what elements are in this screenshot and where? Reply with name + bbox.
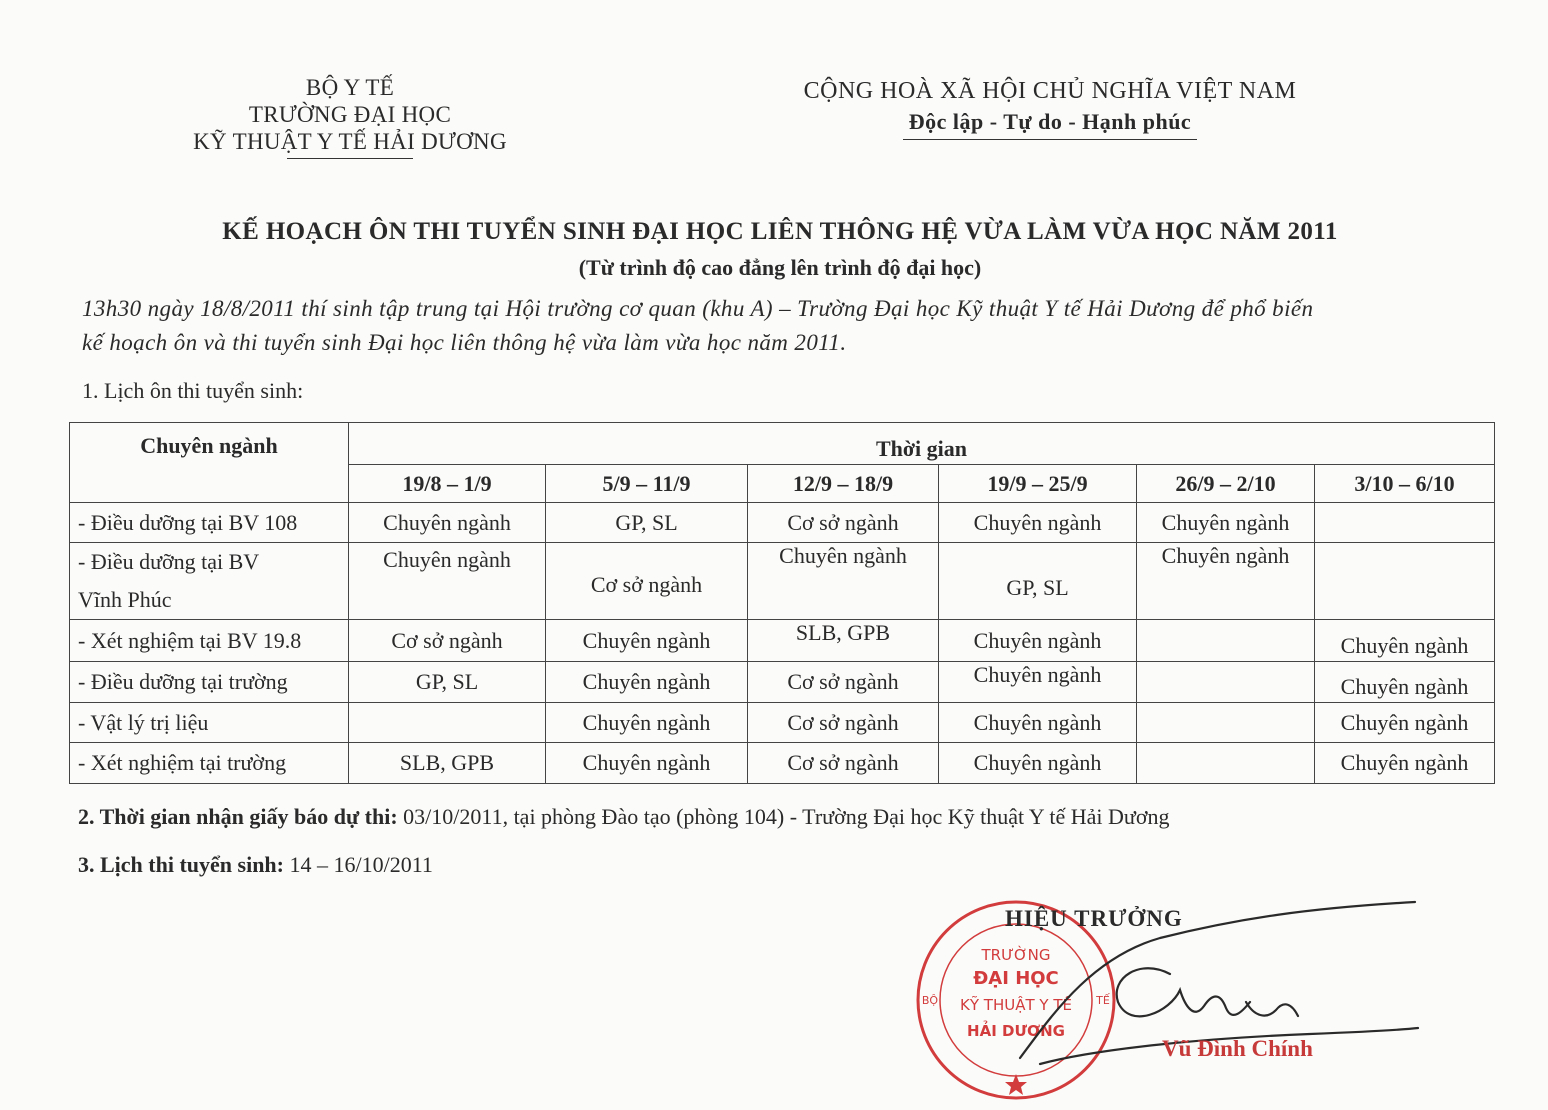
- major-cell: - Xét nghiệm tại trường: [70, 743, 349, 784]
- schedule-cell: [1137, 662, 1315, 703]
- schedule-cell: Chuyên ngành: [349, 503, 546, 543]
- schedule-cell: Cơ sở ngành: [349, 620, 546, 662]
- schedule-cell: Chuyên ngành: [546, 662, 748, 703]
- document-subtitle: (Từ trình độ cao đẳng lên trình độ đại học): [578, 255, 982, 280]
- table-row: [70, 662, 1495, 703]
- schedule-cell: [1137, 703, 1315, 743]
- schedule-cell: Chuyên ngành: [1315, 662, 1495, 703]
- stamp-text-1: TRƯỜNG: [981, 946, 1051, 964]
- schedule-cell: Chuyên ngành: [748, 543, 939, 620]
- schedule-cell: Chuyên ngành: [546, 703, 748, 743]
- schedule-cell: Chuyên ngành: [939, 620, 1137, 662]
- schedule-cell: GP, SL: [546, 503, 748, 543]
- schedule-cell: [349, 703, 546, 743]
- table-row: [70, 703, 1495, 743]
- schedule-cell: Chuyên ngành: [939, 503, 1137, 543]
- schedule-cell: Cơ sở ngành: [748, 662, 939, 703]
- major-cell: - Xét nghiệm tại BV 19.8: [70, 620, 349, 662]
- table-row: [70, 743, 1495, 784]
- stamp-text-3: KỸ THUẬT Y TẾ: [960, 996, 1072, 1014]
- header-underline: [287, 158, 413, 159]
- schedule-cell: Chuyên ngành: [546, 743, 748, 784]
- header-time: Thời gian: [349, 423, 1495, 465]
- section-1-heading: 1. Lịch ôn thi tuyển sinh:: [82, 378, 304, 403]
- schedule-cell: Chuyên ngành: [1137, 543, 1315, 620]
- stamp-ring-left: BỘ: [921, 994, 939, 1007]
- schedule-cell: SLB, GPB: [748, 620, 939, 662]
- schedule-cell: Chuyên ngành: [1315, 703, 1495, 743]
- period-header: 26/9 – 2/10: [1137, 465, 1315, 503]
- table-row: [70, 620, 1495, 662]
- schedule-cell: [1315, 543, 1495, 620]
- intro-line-1: 13h30 ngày 18/8/2011 thí sinh tập trung tại Hội trường cơ quan (khu A) – Trường Đại học Kỹ thuật Y tế Hải Dương để phổ biến: [82, 296, 1314, 321]
- star-icon: [1005, 1074, 1027, 1095]
- review-schedule-table: [69, 422, 1495, 784]
- schedule-cell: [1315, 503, 1495, 543]
- header-major: Chuyên ngành: [70, 423, 349, 503]
- stamp-text-2: ĐẠI HỌC: [973, 968, 1059, 989]
- signer-name: Vũ Đình Chính: [1162, 1036, 1313, 1061]
- major-cell: - Điều dưỡng tại trường: [70, 662, 349, 703]
- country-name: CỘNG HOÀ XÃ HỘI CHỦ NGHĨA VIỆT NAM: [803, 78, 1297, 104]
- school-name-line2: KỸ THUẬT Y TẾ HẢI DƯƠNG: [193, 129, 507, 154]
- schedule-cell: [1137, 743, 1315, 784]
- major-cell-line1: - Điều dưỡng tại BV: [78, 549, 260, 574]
- ministry-name: BỘ Y TẾ: [305, 75, 395, 100]
- intro-paragraph: [82, 292, 1482, 360]
- schedule-cell: Cơ sở ngành: [748, 503, 939, 543]
- section-3-label: 3. Lịch thi tuyển sinh:: [78, 852, 284, 877]
- major-cell-line2: Vĩnh Phúc: [78, 587, 172, 612]
- schedule-cell: Chuyên ngành: [939, 662, 1137, 703]
- major-cell: [70, 543, 349, 620]
- schedule-cell: Cơ sở ngành: [748, 703, 939, 743]
- national-motto: Độc lập - Tự do - Hạnh phúc: [903, 109, 1197, 140]
- schedule-cell: Chuyên ngành: [546, 620, 748, 662]
- period-header: 19/8 – 1/9: [349, 465, 546, 503]
- period-header: 3/10 – 6/10: [1315, 465, 1495, 503]
- schedule-cell: Chuyên ngành: [1315, 620, 1495, 662]
- school-name-line1: TRƯỜNG ĐẠI HỌC: [248, 102, 452, 127]
- document-title: KẾ HOẠCH ÔN THI TUYỂN SINH ĐẠI HỌC LIÊN THÔNG HỆ VỪA LÀM VỪA HỌC NĂM 2011: [222, 218, 1338, 245]
- section-2-value: 03/10/2011, tại phòng Đào tạo (phòng 104) - Trường Đại học Kỹ thuật Y tế Hải Dương: [397, 804, 1170, 829]
- issuing-agency-header: [150, 74, 550, 159]
- section-3-value: 14 – 16/10/2011: [284, 852, 433, 877]
- schedule-cell: Chuyên ngành: [939, 743, 1137, 784]
- period-header: 5/9 – 11/9: [546, 465, 748, 503]
- intro-line-2: kế hoạch ôn và thi tuyển sinh Đại học liên thông hệ vừa làm vừa học năm 2011.: [82, 330, 847, 355]
- schedule-cell: Chuyên ngành: [1315, 743, 1495, 784]
- period-header: 12/9 – 18/9: [748, 465, 939, 503]
- schedule-cell: Chuyên ngành: [939, 703, 1137, 743]
- stamp-ring-right: TẾ: [1096, 994, 1110, 1007]
- schedule-cell: Cơ sở ngành: [546, 543, 748, 620]
- stamp-text-4: HẢI DƯƠNG: [967, 1022, 1065, 1040]
- national-header: [770, 78, 1330, 140]
- signer-title: HIỆU TRƯỞNG: [1005, 906, 1183, 931]
- schedule-cell: Cơ sở ngành: [748, 743, 939, 784]
- schedule-cell: Chuyên ngành: [349, 543, 546, 620]
- section-2-label: 2. Thời gian nhận giấy báo dự thi:: [78, 804, 398, 829]
- major-cell: - Vật lý trị liệu: [70, 703, 349, 743]
- schedule-cell: GP, SL: [349, 662, 546, 703]
- period-header: 19/9 – 25/9: [939, 465, 1137, 503]
- schedule-cell: GP, SL: [939, 543, 1137, 620]
- major-cell: - Điều dưỡng tại BV 108: [70, 503, 349, 543]
- table-row: [70, 543, 1495, 620]
- section-3-paragraph: [78, 852, 433, 878]
- schedule-cell: Chuyên ngành: [1137, 503, 1315, 543]
- schedule-cell: SLB, GPB: [349, 743, 546, 784]
- schedule-cell: [1137, 620, 1315, 662]
- section-2-paragraph: [78, 804, 1169, 830]
- table-row: [70, 503, 1495, 543]
